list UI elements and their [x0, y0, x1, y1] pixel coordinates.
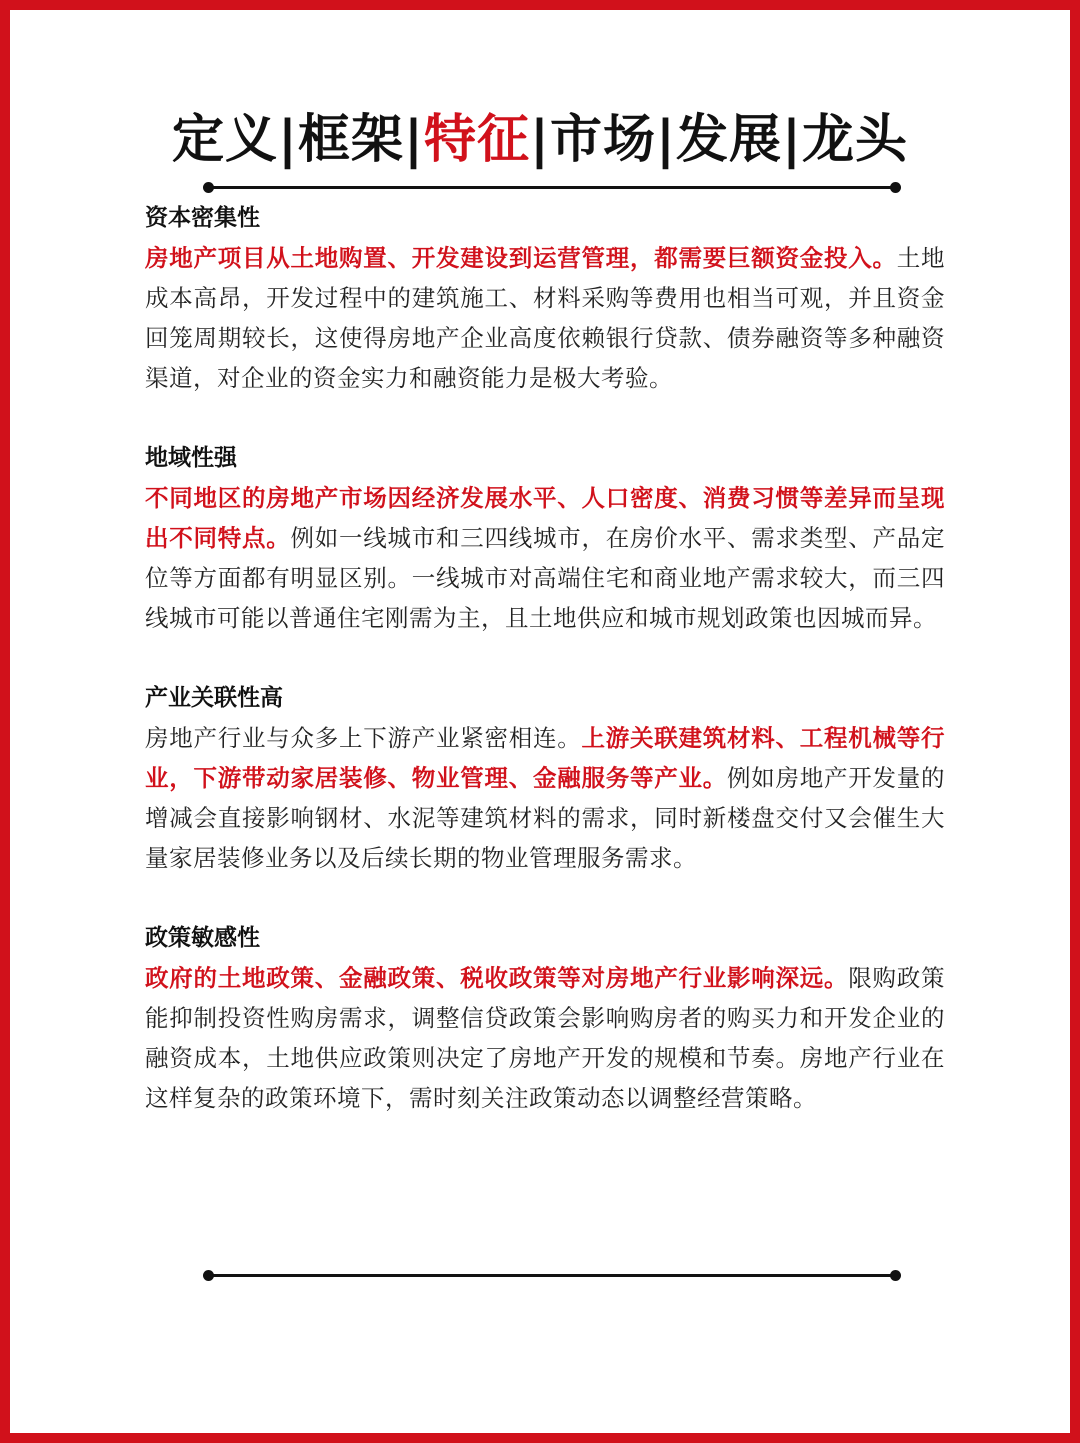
section-title: 地域性强 [145, 445, 237, 471]
highlighted-text: 上游关联建筑材料、工程机械等行业，下游带动家居装修、物业管理、金融服务等产业。 [145, 724, 945, 792]
title-part: 发展 [676, 110, 783, 170]
section-paragraph [145, 478, 945, 638]
title-separator: | [782, 110, 803, 170]
body-text: 限购政策能抑制投资性购房需求，调整信贷政策会影响购房者的购买力和开发企业的融资成本，土地供应政策则决定了房地产开发的规模和节奏。房地产行业在这样复杂的政策环境下，需时刻关注政策动态以调整经营策略。 [145, 964, 945, 1112]
body-text: 房地产行业与众多上下游产业紧密相连。 [145, 724, 582, 752]
title-separator: | [277, 110, 298, 170]
article-body [145, 198, 945, 1158]
body-text: 土地成本高昂，开发过程中的建筑施工、材料采购等费用也相当可观，并且资金回笼周期较长，这使得房地产企业高度依赖银行贷款、债券融资等多种融资渠道，对企业的资金实力和融资能力是极大考验。 [145, 244, 945, 392]
title-part: 定义 [171, 110, 278, 170]
title-separator: | [656, 110, 677, 170]
title-separator: | [530, 110, 550, 170]
section-title: 资本密集性 [145, 205, 260, 231]
body-text: 例如房地产开发量的增减会直接影响钢材、水泥等建筑材料的需求，同时新楼盘交付又会催生大量家居装修业务以及后续长期的物业管理服务需求。 [145, 764, 945, 872]
title-part: 框架 [297, 110, 404, 170]
title-part: 龙头 [802, 110, 909, 170]
top-divider [208, 186, 896, 189]
section-title: 政策敏感性 [145, 925, 260, 951]
section [145, 438, 945, 638]
section-paragraph [145, 718, 945, 878]
body-text: 例如一线城市和三四线城市，在房价水平、需求类型、产品定位等方面都有明显区别。一线城市对高端住宅和商业地产需求较大，而三四线城市可能以普通住宅刚需为主，且土地供应和城市规划政策也因城而异。 [145, 524, 945, 632]
section-title: 产业关联性高 [145, 685, 283, 711]
title-separator: | [403, 110, 424, 170]
title-part: 特征 [423, 110, 530, 170]
bottom-divider [208, 1274, 896, 1277]
section [145, 198, 945, 398]
highlighted-text: 政府的土地政策、金融政策、税收政策等对房地产行业影响深远。 [145, 964, 849, 992]
highlighted-text: 房地产项目从土地购置、开发建设到运营管理，都需要巨额资金投入。 [145, 244, 897, 272]
section [145, 678, 945, 878]
section-paragraph [145, 238, 945, 398]
section-paragraph [145, 958, 945, 1118]
title-part: 市场 [550, 110, 657, 170]
page-title [0, 108, 1080, 172]
section [145, 918, 945, 1118]
highlighted-text: 不同地区的房地产市场因经济发展水平、人口密度、消费习惯等差异而呈现出不同特点。 [145, 484, 945, 552]
